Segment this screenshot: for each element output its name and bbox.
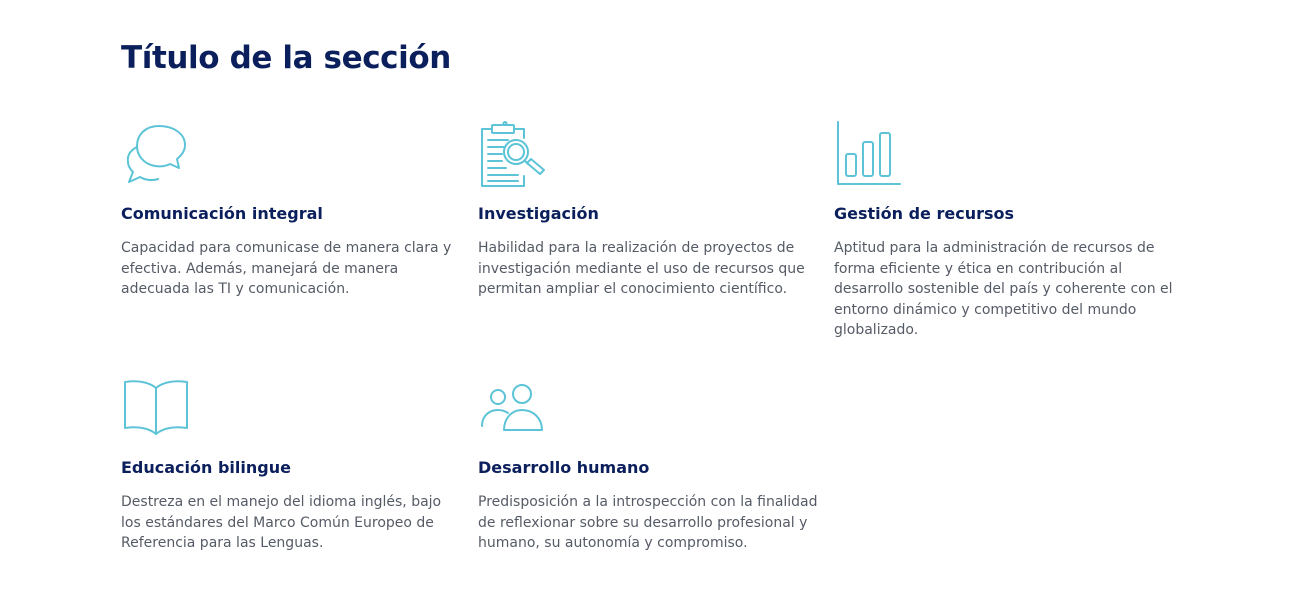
speech-bubbles-icon [121, 120, 191, 190]
card-description: Destreza en el manejo del idioma inglés, bajo los estándares del Marco Común Europeo de Referencia para las Lenguas. [121, 494, 442, 551]
card-title: Gestión de recursos [834, 204, 1015, 223]
open-book-icon [121, 374, 191, 444]
card-description: Capacidad para comunicase de manera clara y efectiva. Además, manejará de manera adecuada las TI y comunicación. [121, 240, 452, 297]
card-description: Predisposición a la introspección con la finalidad de reflexionar sobre su desarrollo profesional y humano, su autonomía y compromiso. [478, 494, 818, 551]
card-title: Comunicación integral [121, 204, 323, 223]
card-description: Habilidad para la realización de proyectos de investigación mediante el uso de recursos que permitan ampliar el conocimiento científico. [478, 240, 805, 297]
people-icon [478, 374, 548, 444]
card-title: Investigación [478, 204, 599, 223]
clipboard-magnifier-icon [478, 120, 548, 190]
card-title: Educación bilingue [121, 458, 291, 477]
card-description: Aptitud para la administración de recursos de forma eficiente y ética en contribución al desarrollo sostenible del país y coherente con el entorno dinámico y competitivo del mundo globalizado. [834, 240, 1173, 338]
section-title: Título de la sección [121, 40, 451, 76]
bar-chart-icon [834, 120, 904, 190]
card-title: Desarrollo humano [478, 458, 650, 477]
